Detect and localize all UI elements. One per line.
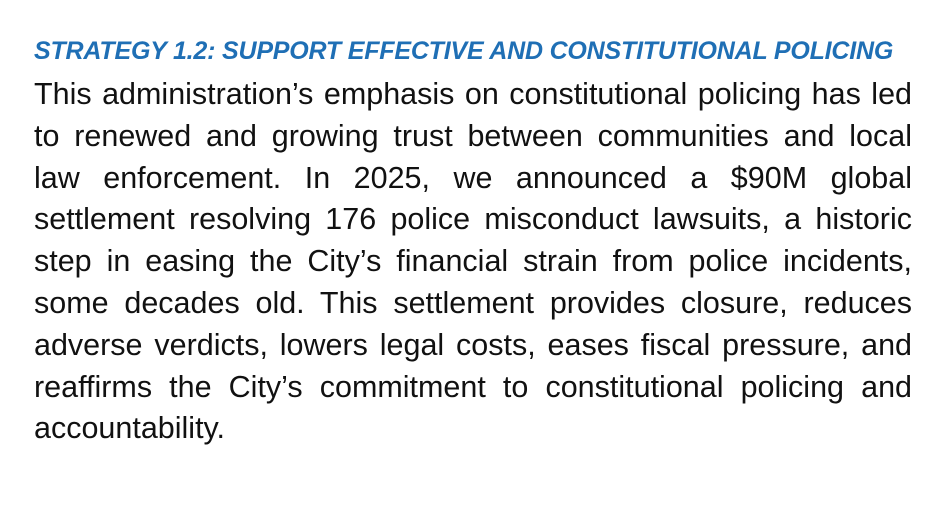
strategy-paragraph: This administration’s emphasis on constitutional policing has led to renewed and growing trust between communities and local law enforcement. In 2025, we announced a $90M global settlement resolving 176 police misconduct lawsuits, a historic step in easing the City’s financial strain from police incidents, some decades old. This settlement provides closure, reduces adverse verdicts, lowers legal costs, eases fiscal pressure, and reaffirms the City’s commitment to constitutional policing and accountability. xyxy=(34,77,912,446)
strategy-heading: STRATEGY 1.2: SUPPORT EFFECTIVE AND CONSTITUTIONAL POLICING xyxy=(34,37,894,65)
document-section xyxy=(34,30,912,450)
